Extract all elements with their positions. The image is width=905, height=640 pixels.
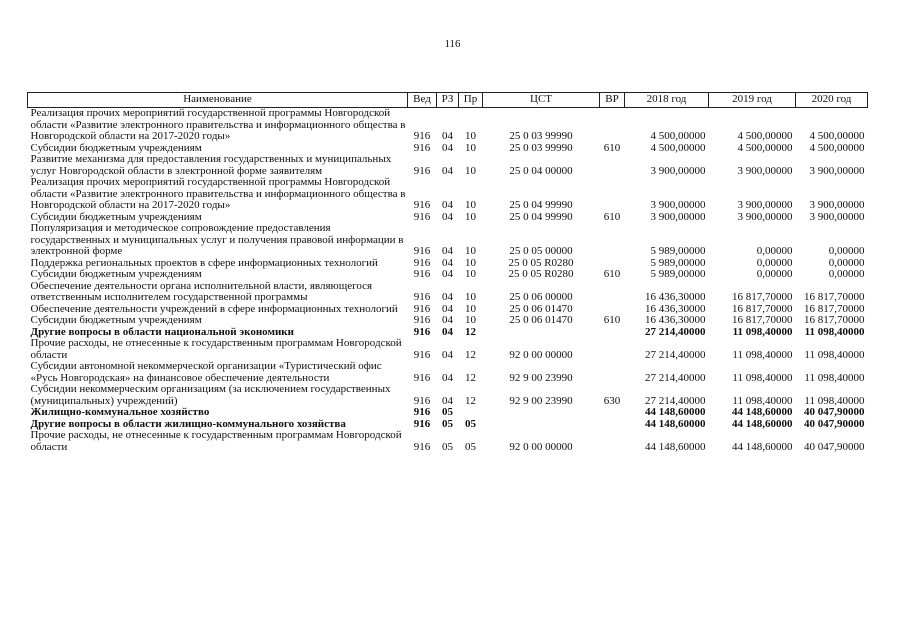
cell-2018: 5 989,00000 xyxy=(650,245,706,257)
cell-ved: 916 xyxy=(413,406,431,418)
cell-ved: 916 xyxy=(413,394,431,407)
cell-vr xyxy=(600,338,625,361)
cell-2019: 3 900,00000 xyxy=(737,210,793,223)
cell-2020: 4 500,00000 xyxy=(809,130,865,142)
cell-name: Обеспечение деятельности учреждений в сфере информационных технологий xyxy=(30,302,398,315)
cell-ved: 916 xyxy=(413,371,431,384)
cell-2018: 5 989,00000 xyxy=(650,256,706,269)
cell-2018: 16 436,30000 xyxy=(645,314,706,326)
cell-ved: 916 xyxy=(413,199,431,211)
cell-name: Субсидии некоммерческим организациям (за исключением государственных (муниципальных) учреждений) xyxy=(30,383,391,407)
cell-2018: 4 500,00000 xyxy=(650,130,706,142)
cell-name: Субсидии бюджетным учреждениям xyxy=(30,314,202,326)
cell-vr: 610 xyxy=(603,314,621,326)
cell-2019: 16 817,70000 xyxy=(732,291,793,303)
header-ved: Вед xyxy=(408,93,437,108)
cell-ved: 916 xyxy=(413,256,431,269)
cell-cst: 92 0 00 00000 xyxy=(509,440,573,453)
cell-rz: 04 xyxy=(442,302,453,315)
cell-pr: 10 xyxy=(465,210,476,223)
header-rz: РЗ xyxy=(437,93,459,108)
cell-cst xyxy=(483,419,600,431)
cell-ved: 916 xyxy=(413,291,431,303)
cell-rz: 04 xyxy=(442,314,453,326)
cell-2018: 27 214,40000 xyxy=(645,394,706,407)
table-row xyxy=(28,154,868,177)
cell-vr xyxy=(600,108,625,143)
cell-pr xyxy=(459,407,483,419)
cell-2018: 44 148,60000 xyxy=(645,406,706,418)
table-row xyxy=(28,108,868,143)
cell-2019: 16 817,70000 xyxy=(732,314,793,326)
table-row xyxy=(28,384,868,407)
cell-pr: 12 xyxy=(465,394,476,407)
cell-ved: 916 xyxy=(413,164,431,177)
cell-vr xyxy=(600,223,625,258)
cell-name: Популяризация и методическое сопровождение предоставления государственных и муниципальных услуг и получения правовой информации в электронной форме xyxy=(30,222,404,257)
header-2018: 2018 год xyxy=(625,93,709,108)
cell-pr: 10 xyxy=(465,291,476,303)
cell-2019: 0,00000 xyxy=(756,245,793,257)
cell-vr xyxy=(600,419,625,431)
cell-ved: 916 xyxy=(413,348,431,361)
cell-vr: 610 xyxy=(603,268,621,280)
table-row xyxy=(28,177,868,212)
table-row xyxy=(28,338,868,361)
cell-cst xyxy=(483,327,600,339)
cell-2020: 11 098,40000 xyxy=(804,371,865,384)
cell-cst: 25 0 06 01470 xyxy=(509,302,573,315)
cell-ved: 916 xyxy=(413,210,431,223)
cell-2019: 0,00000 xyxy=(756,256,793,269)
cell-2018: 3 900,00000 xyxy=(650,199,706,211)
cell-rz: 05 xyxy=(442,417,453,430)
cell-2018: 5 989,00000 xyxy=(650,268,706,280)
table-header-row xyxy=(28,93,868,108)
cell-2020: 40 047,90000 xyxy=(804,406,865,418)
cell-cst: 25 0 05 R0280 xyxy=(508,268,574,280)
cell-rz: 04 xyxy=(442,291,453,303)
table-row xyxy=(28,361,868,384)
cell-name: Субсидии автономной некоммерческой организации «Туристический офис «Русь Новгородская» на финансовое обеспечение деятельности xyxy=(30,360,382,384)
cell-vr xyxy=(600,177,625,212)
cell-2019: 16 817,70000 xyxy=(732,302,793,315)
cell-pr: 10 xyxy=(465,245,476,257)
cell-ved: 916 xyxy=(413,130,431,142)
cell-2018: 3 900,00000 xyxy=(650,210,706,223)
cell-pr: 10 xyxy=(465,130,476,142)
cell-2018: 44 148,60000 xyxy=(645,440,706,453)
table-row xyxy=(28,223,868,258)
cell-cst: 25 0 04 99990 xyxy=(509,210,573,223)
cell-2020: 0,00000 xyxy=(828,256,865,269)
cell-2019: 11 098,40000 xyxy=(732,394,793,407)
cell-ved: 916 xyxy=(413,302,431,315)
header-vr: ВР xyxy=(600,93,625,108)
cell-2020: 40 047,90000 xyxy=(804,440,865,453)
cell-vr xyxy=(600,327,625,339)
cell-name: Развитие механизма для предоставления государственных и муниципальных услуг Новгородской области в электронной форме заявителям xyxy=(30,153,392,177)
cell-2018: 44 148,60000 xyxy=(645,417,706,430)
cell-name: Прочие расходы, не отнесенные к государственным программам Новгородской области xyxy=(30,429,402,453)
cell-2019: 11 098,40000 xyxy=(732,371,793,384)
cell-2020: 4 500,00000 xyxy=(809,141,865,154)
cell-rz: 05 xyxy=(442,406,453,418)
budget-table xyxy=(27,92,868,453)
table-row xyxy=(28,407,868,419)
cell-pr: 10 xyxy=(465,302,476,315)
cell-2020: 0,00000 xyxy=(828,268,865,280)
cell-2020: 0,00000 xyxy=(828,245,865,257)
cell-2020: 40 047,90000 xyxy=(804,417,865,430)
table-row xyxy=(28,281,868,304)
cell-cst: 25 0 05 00000 xyxy=(509,245,573,257)
cell-rz: 04 xyxy=(442,394,453,407)
header-2019: 2019 год xyxy=(709,93,796,108)
cell-ved: 916 xyxy=(413,245,431,257)
cell-ved: 916 xyxy=(413,268,431,280)
cell-cst: 25 0 04 00000 xyxy=(509,164,573,177)
cell-2019: 44 148,60000 xyxy=(732,440,793,453)
header-name: Наименование xyxy=(28,93,408,108)
header-cst: ЦСТ xyxy=(483,93,600,108)
cell-pr: 10 xyxy=(465,141,476,154)
cell-rz: 04 xyxy=(442,210,453,223)
cell-rz: 04 xyxy=(442,256,453,269)
cell-pr: 12 xyxy=(465,348,476,361)
cell-vr: 610 xyxy=(603,141,621,154)
cell-vr xyxy=(600,281,625,304)
cell-2019: 44 148,60000 xyxy=(732,417,793,430)
cell-pr: 12 xyxy=(465,371,476,384)
cell-2020: 3 900,00000 xyxy=(809,199,865,211)
table-row xyxy=(28,269,868,281)
cell-2018: 3 900,00000 xyxy=(650,164,706,177)
cell-name: Реализация прочих мероприятий государственной программы Новгородской области «Развитие электронного правительства и информационного общества в Новгородской области на 2017-2020 годы» xyxy=(30,107,406,142)
cell-rz: 04 xyxy=(442,268,453,280)
table-row xyxy=(28,315,868,327)
cell-2020: 11 098,40000 xyxy=(804,325,865,338)
cell-2018: 16 436,30000 xyxy=(645,302,706,315)
cell-name: Прочие расходы, не отнесенные к государственным программам Новгородской области xyxy=(30,337,402,361)
cell-rz: 04 xyxy=(442,199,453,211)
cell-ved: 916 xyxy=(413,325,431,338)
cell-2020: 11 098,40000 xyxy=(804,348,865,361)
cell-2020: 16 817,70000 xyxy=(804,291,865,303)
cell-pr: 10 xyxy=(465,314,476,326)
cell-rz: 04 xyxy=(442,141,453,154)
cell-cst: 25 0 03 99990 xyxy=(509,130,573,142)
cell-name: Субсидии бюджетным учреждениям xyxy=(30,210,202,223)
cell-vr: 630 xyxy=(603,394,621,407)
cell-pr: 10 xyxy=(465,164,476,177)
cell-name: Жилищно-коммунальное хозяйство xyxy=(30,406,210,418)
cell-ved: 916 xyxy=(413,417,431,430)
cell-2019: 4 500,00000 xyxy=(737,141,793,154)
cell-vr xyxy=(600,361,625,384)
cell-name: Другие вопросы в области национальной экономики xyxy=(30,325,294,338)
cell-2019: 44 148,60000 xyxy=(732,406,793,418)
cell-2020: 11 098,40000 xyxy=(804,394,865,407)
cell-name: Обеспечение деятельности органа исполнительной власти, являющегося ответственным исполнителем государственной программы xyxy=(30,279,373,303)
cell-2020: 16 817,70000 xyxy=(804,314,865,326)
cell-cst: 25 0 06 00000 xyxy=(509,291,573,303)
cell-2018: 27 214,40000 xyxy=(645,371,706,384)
cell-cst xyxy=(483,407,600,419)
cell-name: Поддержка региональных проектов в сфере информационных технологий xyxy=(30,256,378,269)
table-body xyxy=(28,108,868,454)
cell-name: Другие вопросы в области жилищно-коммунального хозяйства xyxy=(30,417,346,430)
cell-cst: 25 0 04 99990 xyxy=(509,199,573,211)
cell-vr xyxy=(600,154,625,177)
table-row xyxy=(28,430,868,453)
cell-pr: 10 xyxy=(465,199,476,211)
cell-name: Субсидии бюджетным учреждениям xyxy=(30,141,202,154)
cell-vr xyxy=(600,407,625,419)
cell-rz: 05 xyxy=(442,440,453,453)
cell-rz: 04 xyxy=(442,130,453,142)
cell-cst: 25 0 05 R0280 xyxy=(508,256,574,269)
cell-vr: 610 xyxy=(603,210,621,223)
cell-rz: 04 xyxy=(442,371,453,384)
cell-2020: 16 817,70000 xyxy=(804,302,865,315)
cell-2019: 3 900,00000 xyxy=(737,164,793,177)
cell-ved: 916 xyxy=(413,440,431,453)
cell-pr: 10 xyxy=(465,268,476,280)
cell-2019: 11 098,40000 xyxy=(732,325,793,338)
cell-rz: 04 xyxy=(442,245,453,257)
cell-cst: 92 9 00 23990 xyxy=(509,394,573,407)
cell-cst: 25 0 06 01470 xyxy=(509,314,573,326)
cell-rz: 04 xyxy=(442,348,453,361)
cell-name: Субсидии бюджетным учреждениям xyxy=(30,268,202,280)
cell-2018: 27 214,40000 xyxy=(645,348,706,361)
cell-cst: 25 0 03 99990 xyxy=(509,141,573,154)
cell-2020: 3 900,00000 xyxy=(809,164,865,177)
cell-pr: 05 xyxy=(465,417,476,430)
cell-pr: 10 xyxy=(465,256,476,269)
cell-2020: 3 900,00000 xyxy=(809,210,865,223)
cell-2019: 3 900,00000 xyxy=(737,199,793,211)
page-number: 116 xyxy=(444,38,461,50)
header-2020: 2020 год xyxy=(796,93,868,108)
cell-2019: 4 500,00000 xyxy=(737,130,793,142)
cell-2019: 0,00000 xyxy=(756,268,793,280)
cell-ved: 916 xyxy=(413,314,431,326)
cell-2018: 4 500,00000 xyxy=(650,141,706,154)
cell-cst: 92 9 00 23990 xyxy=(509,371,573,384)
cell-ved: 916 xyxy=(413,141,431,154)
cell-pr: 05 xyxy=(465,440,476,453)
cell-vr xyxy=(600,430,625,453)
cell-2018: 16 436,30000 xyxy=(645,291,706,303)
cell-rz: 04 xyxy=(442,164,453,177)
cell-2018: 27 214,40000 xyxy=(645,325,706,338)
cell-2019: 11 098,40000 xyxy=(732,348,793,361)
cell-cst: 92 0 00 00000 xyxy=(509,348,573,361)
cell-pr: 12 xyxy=(465,325,476,338)
cell-name: Реализация прочих мероприятий государственной программы Новгородской области «Развитие электронного правительства и информационного общества в Новгородской области на 2017-2020 годы» xyxy=(30,176,406,211)
header-pr: Пр xyxy=(459,93,483,108)
cell-rz: 04 xyxy=(442,325,453,338)
